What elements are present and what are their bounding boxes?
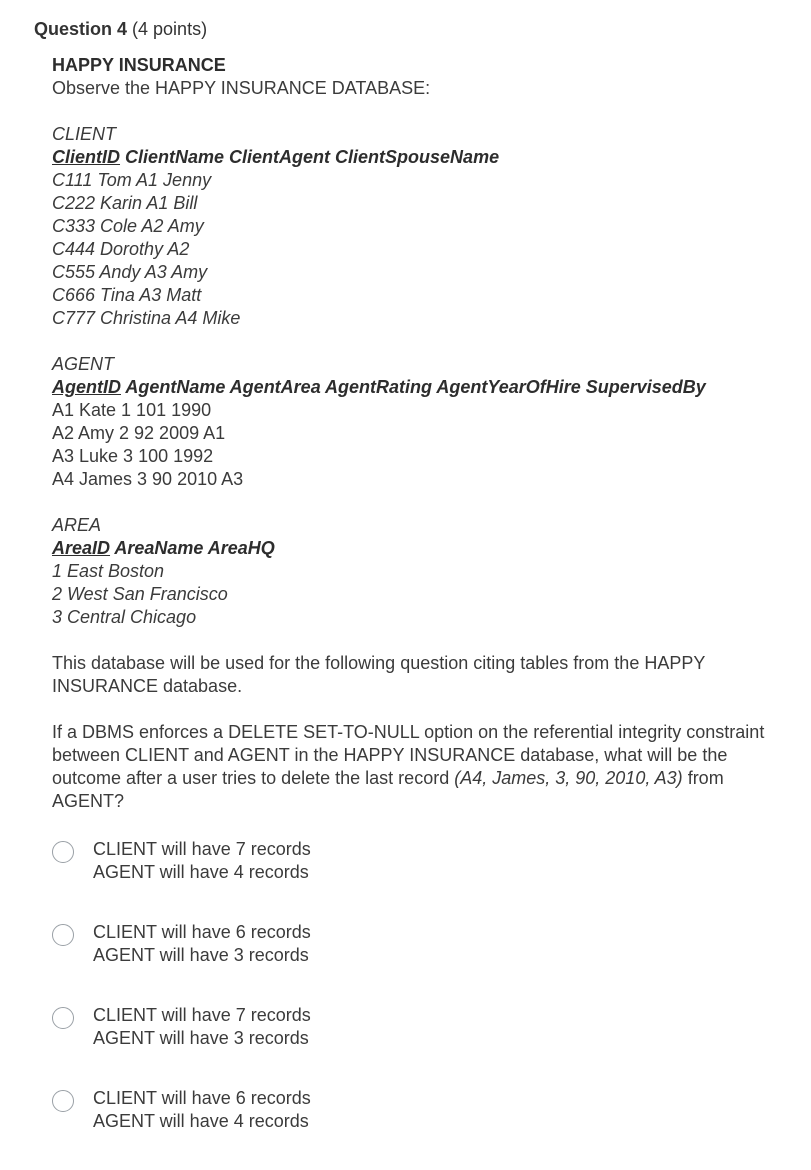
area-table-header [52, 537, 782, 560]
agent-table [52, 353, 782, 491]
area-table-pk: AreaID [52, 538, 111, 558]
agent-table-columns: AgentName AgentArea AgentRating AgentYearOfHire SupervisedBy [121, 377, 706, 397]
option-line: CLIENT will have 7 records [93, 839, 311, 859]
agent-table-pk: AgentID [52, 377, 121, 397]
intro-line: Observe the HAPPY INSURANCE DATABASE: [52, 78, 431, 98]
option-label [93, 921, 311, 967]
client-table [52, 123, 782, 330]
prompt-text-after: from AGENT? [52, 768, 724, 811]
area-table [52, 514, 782, 629]
agent-table-header [52, 376, 782, 399]
option-line: CLIENT will have 6 records [93, 922, 311, 942]
radio-button[interactable] [52, 1007, 74, 1029]
area-row: 2 West San Francisco [52, 584, 228, 604]
option-line: AGENT will have 4 records [93, 862, 309, 882]
area-table-columns: AreaName AreaHQ [110, 538, 275, 558]
answer-option[interactable] [52, 1004, 752, 1087]
client-table-header [52, 146, 782, 169]
option-label [93, 1087, 311, 1133]
question-body [52, 54, 782, 813]
option-label [93, 838, 311, 884]
question-prompt [52, 721, 782, 813]
option-line: CLIENT will have 6 records [93, 1088, 311, 1108]
client-row: C666 Tina A3 Matt [52, 285, 202, 305]
agent-row: A4 James 3 90 2010 A3 [52, 469, 244, 489]
radio-button[interactable] [52, 1090, 74, 1112]
option-line: AGENT will have 4 records [93, 1111, 309, 1131]
answer-option[interactable] [52, 921, 752, 1004]
client-row: C777 Christina A4 Mike [52, 308, 241, 328]
area-row: 3 Central Chicago [52, 607, 197, 627]
agent-row: A1 Kate 1 101 1990 [52, 400, 212, 420]
answer-option[interactable] [52, 838, 752, 921]
option-line: AGENT will have 3 records [93, 945, 309, 965]
question-points: (4 points) [132, 19, 208, 39]
agent-table-name: AGENT [52, 354, 115, 374]
client-table-columns: ClientName ClientAgent ClientSpouseName [120, 147, 500, 167]
question-title: Question 4 [34, 19, 128, 39]
area-row: 1 East Boston [52, 561, 165, 581]
prompt-record: (A4, James, 3, 90, 2010, A3) [454, 768, 683, 788]
client-row: C111 Tom A1 Jenny [52, 170, 212, 190]
client-row: C444 Dorothy A2 [52, 239, 190, 259]
intro-title: HAPPY INSURANCE [52, 55, 226, 75]
agent-row: A3 Luke 3 100 1992 [52, 446, 214, 466]
radio-button[interactable] [52, 841, 74, 863]
radio-button[interactable] [52, 924, 74, 946]
option-label [93, 1004, 311, 1050]
client-table-name: CLIENT [52, 124, 117, 144]
client-row: C333 Cole A2 Amy [52, 216, 204, 236]
question-header [34, 17, 207, 41]
answer-options [52, 838, 752, 1170]
area-table-name: AREA [52, 515, 102, 535]
answer-option[interactable] [52, 1087, 752, 1170]
prompt-text-before: If a DBMS enforces a DELETE SET-TO-NULL option on the referential integrity constraint between CLIENT and AGENT in the HAPPY INSURANCE database, what will be the outcome after a user tries to delete the last record [52, 722, 765, 788]
agent-row: A2 Amy 2 92 2009 A1 [52, 423, 226, 443]
option-line: AGENT will have 3 records [93, 1028, 309, 1048]
client-table-pk: ClientID [52, 147, 121, 167]
client-row: C222 Karin A1 Bill [52, 193, 198, 213]
client-row: C555 Andy A3 Amy [52, 262, 208, 282]
context-paragraph: This database will be used for the following question citing tables from the HAPPY INSURANCE database. [52, 653, 706, 696]
option-line: CLIENT will have 7 records [93, 1005, 311, 1025]
